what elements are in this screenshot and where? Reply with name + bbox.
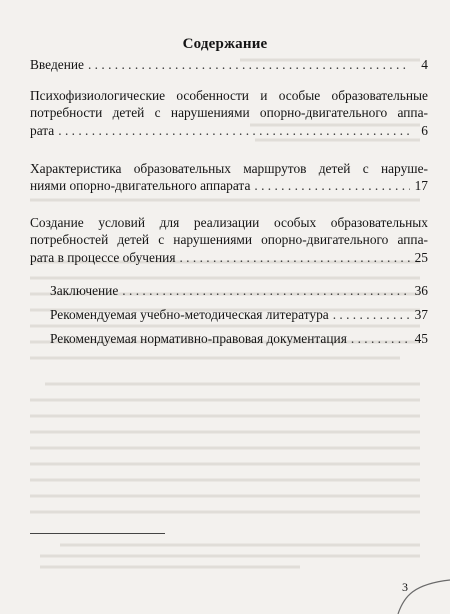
toc-entry-page: 17 xyxy=(414,178,428,194)
toc-entry-title-line: Создание условий для реализации особых образовательных xyxy=(30,215,428,230)
dot-leader xyxy=(254,177,410,194)
toc-entry-psychophysiology xyxy=(30,87,428,139)
dot-leader xyxy=(179,249,410,266)
toc-entry-introduction xyxy=(30,56,428,73)
toc-entry-title-line: ниями опорно-двигательного аппарата xyxy=(30,178,251,194)
dot-leader xyxy=(351,330,410,347)
footnote-rule xyxy=(30,533,165,534)
page-title: Содержание xyxy=(182,36,268,52)
toc-entry-title-line: потребности детей с нарушениями опорно-двигательного аппа- xyxy=(30,105,428,121)
toc-entry-page: 4 xyxy=(421,57,428,72)
toc-entry-conclusion xyxy=(50,282,428,299)
page-corner-curl xyxy=(384,566,450,614)
toc-entry-title-line: рата xyxy=(30,122,55,138)
toc-entry-conditions xyxy=(30,214,428,266)
toc-entry-page: 37 xyxy=(414,307,428,322)
toc-entry-title-line: потребностей детей с нарушениями опорно-двигательного аппа- xyxy=(30,232,428,248)
toc-entry-legal-documentation xyxy=(50,330,428,347)
toc-entry-title-line: Характеристика образовательных маршрутов детей с наруше- xyxy=(30,161,428,176)
toc-entry-title: Заключение xyxy=(50,283,119,298)
toc-entry-routes xyxy=(30,160,428,195)
page-number: 3 xyxy=(402,580,408,594)
toc-entry-page: 36 xyxy=(414,283,428,298)
toc-entry-page: 25 xyxy=(414,249,428,265)
toc-entry-title: Рекомендуемая нормативно-правовая документация xyxy=(50,331,347,346)
dot-leader xyxy=(88,56,410,73)
dot-leader xyxy=(333,306,410,323)
toc-entry-title: Рекомендуемая учебно-методическая литература xyxy=(50,307,329,322)
toc-entry-title-line: рата в процессе обучения xyxy=(30,249,176,265)
toc-entry-title: Введение xyxy=(30,57,84,72)
toc-entry-page: 6 xyxy=(421,122,428,138)
toc-entry-title-line: Психофизиологические особенности и особые образовательные xyxy=(30,88,428,103)
dot-leader xyxy=(122,282,410,299)
toc-entry-methodical-literature xyxy=(50,306,428,323)
toc-entry-page: 45 xyxy=(414,331,428,346)
dot-leader xyxy=(58,122,410,139)
